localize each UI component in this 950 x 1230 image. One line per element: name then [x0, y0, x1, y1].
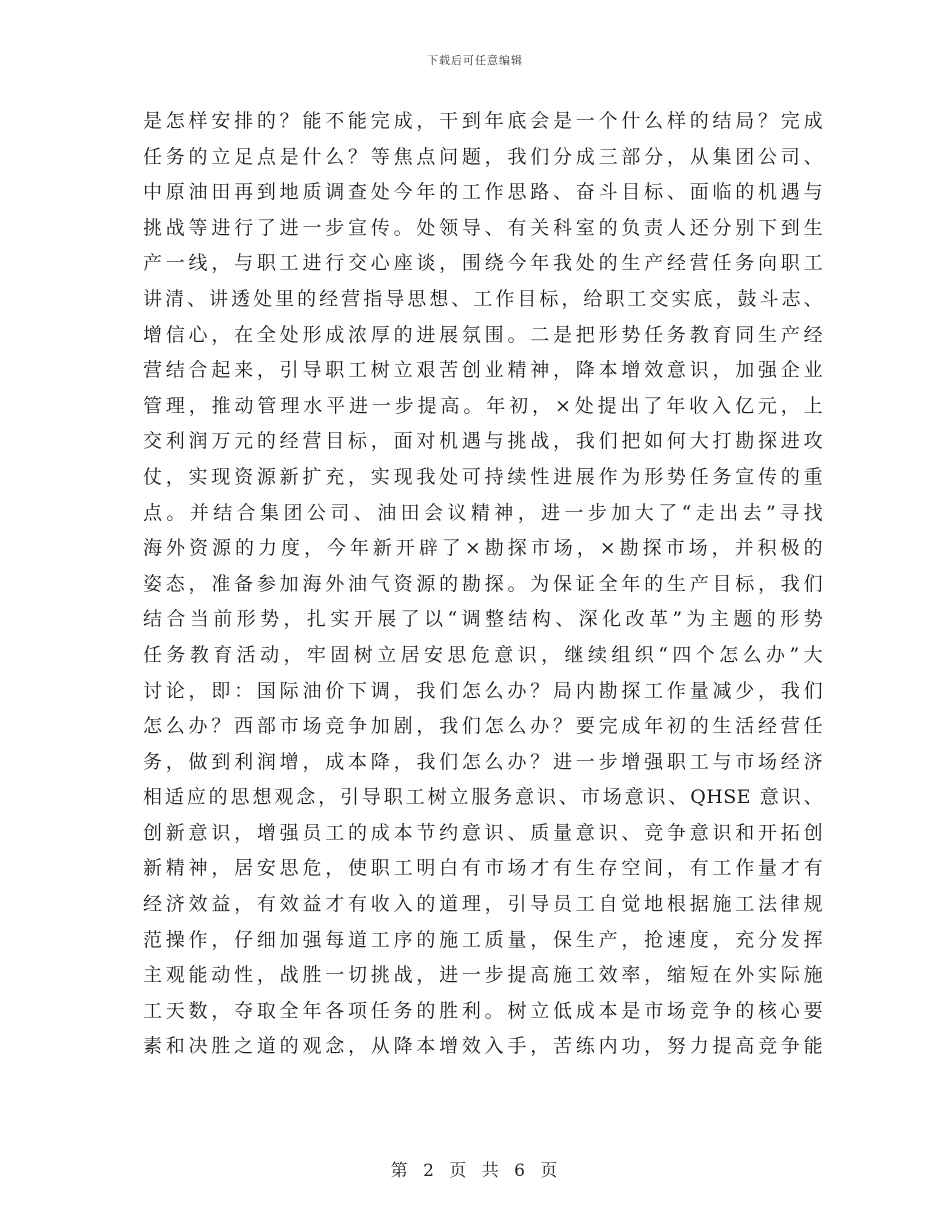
body-text-line: 创新意识，增强员工的成本节约意识、质量意识、竞争意识和开拓创 — [143, 821, 823, 844]
body-text-line: 范操作，仔细加强每道工序的施工质量，保生产，抢速度，充分发挥 — [143, 928, 823, 951]
body-text-line: 工天数，夺取全年各项任务的胜利。树立低成本是市场竞争的核心要 — [143, 999, 823, 1022]
body-text-line: 任务教育活动，牢固树立居安思危意识，继续组织“四个怎么办”大 — [143, 643, 823, 666]
body-text-line: 讨论，即：国际油价下调，我们怎么办？局内勘探工作量减少，我们 — [143, 679, 823, 702]
body-text-line: 经济效益，有效益才有收入的道理，引导员工自觉地根据施工法律规 — [143, 893, 823, 916]
body-text-line: 海外资源的力度，今年新开辟了×勘探市场，×勘探市场，并积极的 — [143, 537, 823, 560]
body-text-line: 相适应的思想观念，引导职工树立服务意识、市场意识、QHSE 意识、 — [143, 786, 823, 809]
body-text-line: 增信心，在全处形成浓厚的进展氛围。二是把形势任务教育同生产经 — [143, 323, 823, 346]
body-text-line: 讲清、讲透处里的经营指导思想、工作目标，给职工交实底，鼓斗志、 — [143, 287, 823, 310]
body-text-line: 仗，实现资源新扩充，实现我处可持续性进展作为形势任务宣传的重 — [143, 465, 823, 488]
body-text-line: 素和决胜之道的观念，从降本增效入手，苦练内功，努力提高竞争能 — [143, 1035, 823, 1058]
body-text-line: 务，做到利润增，成本降，我们怎么办？进一步增强职工与市场经济 — [143, 750, 823, 773]
body-text-line: 产一线，与职工进行交心座谈，围绕今年我处的生产经营任务向职工 — [143, 252, 823, 275]
body-text-line: 新精神，居安思危，使职工明白有市场才有生存空间，有工作量才有 — [143, 857, 823, 880]
body-text-line: 营结合起来，引导职工树立艰苦创业精神，降本增效意识，加强企业 — [143, 359, 823, 382]
page-header: 下载后可任意编辑 — [427, 54, 523, 67]
body-text-line: 怎么办？西部市场竞争加剧，我们怎么办？要完成年初的生活经营任 — [143, 715, 823, 738]
body-text-line: 任务的立足点是什么？等焦点问题，我们分成三部分，从集团公司、 — [143, 145, 823, 168]
page-number-footer: 第 2 页 共 6 页 — [390, 1161, 560, 1181]
body-text-line: 姿态，准备参加海外油气资源的勘探。为保证全年的生产目标，我们 — [143, 572, 823, 595]
document-body — [143, 104, 823, 1065]
body-text-line: 管理，推动管理水平进一步提高。年初，×处提出了年收入亿元，上 — [143, 394, 823, 417]
body-text-line: 点。并结合集团公司、油田会议精神，进一步加大了“走出去”寻找 — [143, 501, 823, 524]
body-text-line: 主观能动性，战胜一切挑战，进一步提高施工效率，缩短在外实际施 — [143, 964, 823, 987]
body-text-line: 结合当前形势，扎实开展了以“调整结构、深化改革”为主题的形势 — [143, 608, 823, 631]
body-text-line: 是怎样安排的？能不能完成，干到年底会是一个什么样的结局？完成 — [143, 110, 823, 132]
body-text-line: 中原油田再到地质调查处今年的工作思路、奋斗目标、面临的机遇与 — [143, 181, 823, 204]
body-text-line: 挑战等进行了进一步宣传。处领导、有关科室的负责人还分别下到生 — [143, 216, 823, 239]
body-text-line: 交利润万元的经营目标，面对机遇与挑战，我们把如何大打勘探进攻 — [143, 430, 823, 453]
